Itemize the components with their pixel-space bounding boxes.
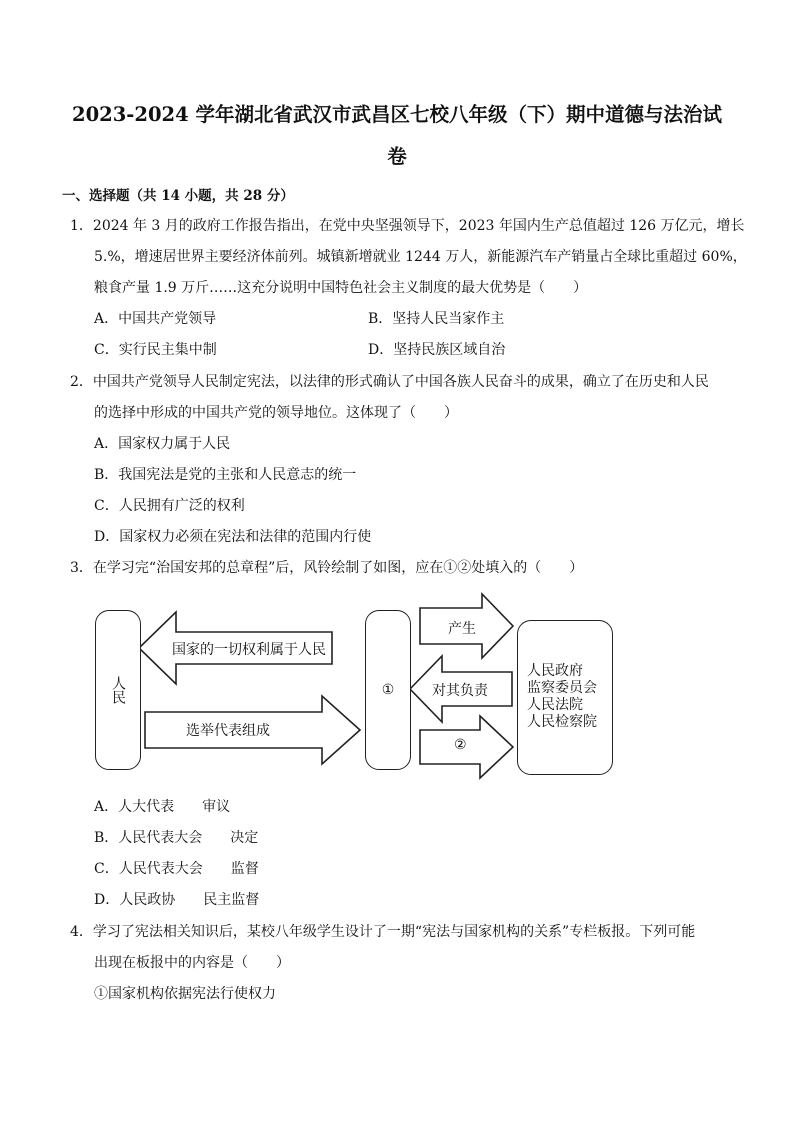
org-line-1: 人民政府 xyxy=(527,663,583,679)
q3-option-b[interactable]: B．人民代表大会 决定 xyxy=(94,830,259,846)
arrow-label-produce: 产生 xyxy=(448,621,476,637)
q2-option-c[interactable]: C．人民拥有广泛的权利 xyxy=(94,498,245,514)
q3-option-c[interactable]: C．人民代表大会 监督 xyxy=(94,861,259,877)
q3-diagram xyxy=(92,590,622,780)
q4-item-1: ①国家机构依据宪法行使权力 xyxy=(94,986,276,1002)
org-line-3: 人民法院 xyxy=(527,697,583,713)
q4-line-2: 出现在板报中的内容是（ ） xyxy=(94,955,290,971)
org-line-4: 人民检察院 xyxy=(527,714,597,730)
center-box xyxy=(365,610,411,770)
arrow-label-elect: 选举代表组成 xyxy=(186,723,270,739)
q1-option-d[interactable]: D．坚持民族区域自治 xyxy=(368,342,506,358)
people-label: 人民 xyxy=(110,676,126,704)
q2-line-1: 2．中国共产党领导人民制定宪法，以法律的形式确认了中国各族人民奋斗的成果，确立了在历史和人民 xyxy=(70,374,709,390)
q1-line-2: 5.%，增速居世界主要经济体前列。城镇新增就业 1244 万人，新能源汽车产销量占全球比重超过 60%， xyxy=(94,249,747,265)
q2-option-a[interactable]: A．国家权力属于人民 xyxy=(94,436,231,452)
page-title-continued: 卷 xyxy=(387,145,407,168)
section-heading: 一、选择题（共 14 小题，共 28 分） xyxy=(62,188,294,204)
people-box xyxy=(95,610,141,770)
q2-line-2: 的选择中形成的中国共产党的领导地位。这体现了（ ） xyxy=(94,405,458,421)
arrow-label-responsible: 对其负责 xyxy=(432,683,488,699)
state-organs-box xyxy=(517,620,613,775)
center-blank-one: ① xyxy=(381,682,395,698)
arrow-label-power: 国家的一切权利属于人民 xyxy=(172,642,326,658)
org-line-2: 监察委员会 xyxy=(527,680,597,696)
q4-line-1: 4．学习了宪法相关知识后，某校八年级学生设计了一期“宪法与国家机构的关系”专栏板报。下列可能 xyxy=(70,924,696,940)
arrow-label-blank-two: ② xyxy=(454,737,467,753)
q3-option-d[interactable]: D．人民政协 民主监督 xyxy=(94,892,260,908)
q1-option-c[interactable]: C．实行民主集中制 xyxy=(94,342,217,358)
q1-line-3: 粮食产量 1.9 万斤……这充分说明中国特色社会主义制度的最大优势是（ ） xyxy=(94,280,588,296)
q1-line-1: 1．2024 年 3 月的政府工作报告指出，在党中央坚强领导下，2023 年国内生产总值超过 126 万亿元，增长 xyxy=(70,218,745,234)
q2-option-d[interactable]: D．国家权力必须在宪法和法律的范围内行使 xyxy=(94,529,372,545)
q2-option-b[interactable]: B．我国宪法是党的主张和人民意志的统一 xyxy=(94,467,357,483)
q1-option-b[interactable]: B．坚持人民当家作主 xyxy=(368,311,505,327)
q3-option-a[interactable]: A．人大代表 审议 xyxy=(94,799,231,815)
q1-option-a[interactable]: A．中国共产党领导 xyxy=(94,311,217,327)
q3-line-1: 3．在学习完“治国安邦的总章程”后，风铃绘制了如图，应在①②处填入的（ ） xyxy=(70,560,584,576)
page-title: 2023-2024 学年湖北省武汉市武昌区七校八年级（下）期中道德与法治试 xyxy=(72,103,722,126)
